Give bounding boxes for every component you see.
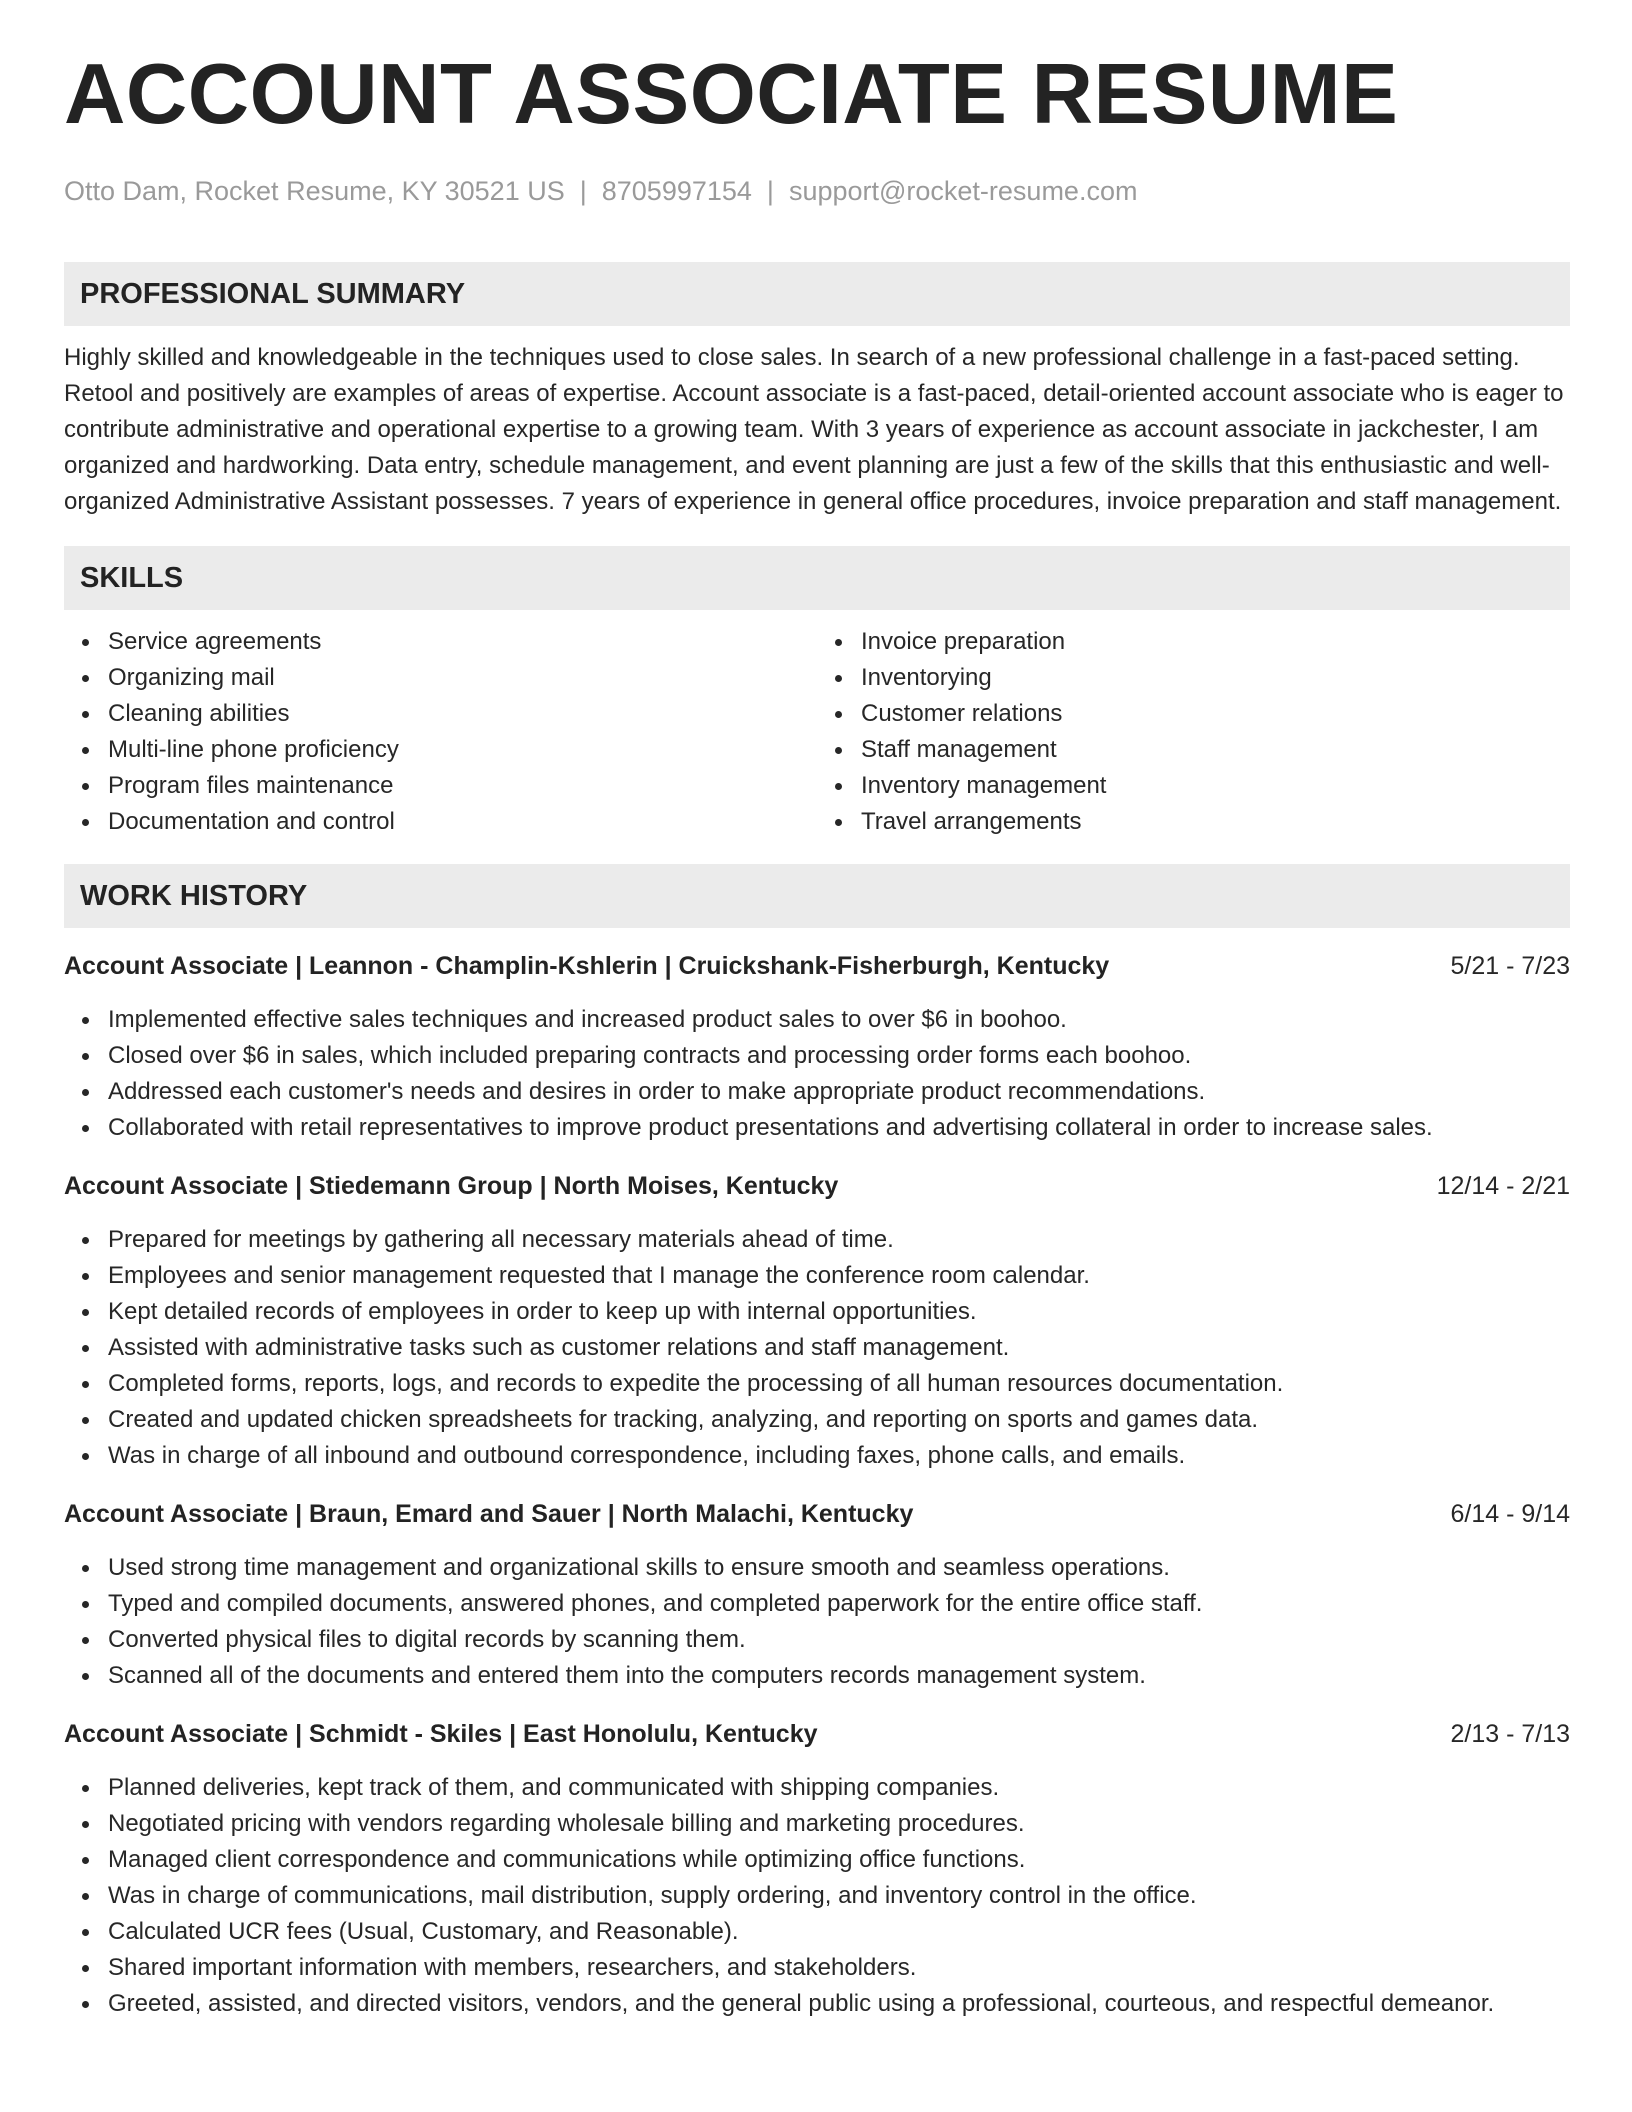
- job-title: Account Associate | Schmidt - Skiles | East Honolulu, Kentucky: [64, 1720, 818, 1748]
- skill-item: Program files maintenance: [108, 768, 817, 804]
- job-bullets: [64, 1550, 1570, 1694]
- skills-list: [64, 624, 1570, 840]
- job-dates: 2/13 - 7/13: [1450, 1720, 1570, 1748]
- job-bullet: Scanned all of the documents and entered them into the computers records management system.: [108, 1658, 1570, 1694]
- section-header-skills: SKILLS: [64, 546, 1570, 610]
- job-bullet: Shared important information with members, researchers, and stakeholders.: [108, 1950, 1570, 1986]
- job-header: [64, 1496, 1570, 1532]
- job-bullet: Planned deliveries, kept track of them, and communicated with shipping companies.: [108, 1770, 1570, 1806]
- skill-item: Documentation and control: [108, 804, 817, 840]
- skill-item: Customer relations: [861, 696, 1570, 732]
- job-bullet: Kept detailed records of employees in order to keep up with internal opportunities.: [108, 1294, 1570, 1330]
- job-title: Account Associate | Stiedemann Group | North Moises, Kentucky: [64, 1172, 839, 1200]
- job-bullet: Completed forms, reports, logs, and records to expedite the processing of all human resources documentation.: [108, 1366, 1570, 1402]
- contact-line: [64, 178, 1570, 212]
- job-bullet: Was in charge of all inbound and outbound correspondence, including faxes, phone calls, and emails.: [108, 1438, 1570, 1474]
- job-bullet: Addressed each customer's needs and desires in order to make appropriate product recommendations.: [108, 1074, 1570, 1110]
- job-entry: [64, 948, 1570, 1146]
- skill-item: Service agreements: [108, 624, 817, 660]
- job-dates: 5/21 - 7/23: [1450, 952, 1570, 980]
- resume-page: [64, 47, 1570, 2022]
- job-bullet: Used strong time management and organizational skills to ensure smooth and seamless operations.: [108, 1550, 1570, 1586]
- job-dates: 6/14 - 9/14: [1450, 1500, 1570, 1528]
- skills-column-right: [817, 624, 1570, 840]
- skill-item: Staff management: [861, 732, 1570, 768]
- resume-title: ACCOUNT ASSOCIATE RESUME: [64, 47, 1399, 142]
- job-bullet: Negotiated pricing with vendors regarding wholesale billing and marketing procedures.: [108, 1806, 1570, 1842]
- job-entry: [64, 1168, 1570, 1474]
- summary-text: Highly skilled and knowledgeable in the techniques used to close sales. In search of a new professional challenge in a fast-paced setting. Retool and positively are examples of areas of expertise. Account associate is a fast-paced, detail-oriented account associate who is eager to contribute administrative and operational expertise to a growing team. With 3 years of experience as account associate in jackchester, I am organized and hardworking. Data entry, schedule management, and event planning are just a few of the skills that this enthusiastic and well-organized Administrative Assistant possesses. 7 years of experience in general office procedures, invoice preparation and staff management.: [64, 344, 1564, 515]
- job-bullet: Was in charge of communications, mail distribution, supply ordering, and inventory control in the office.: [108, 1878, 1570, 1914]
- section-header-work-history: WORK HISTORY: [64, 864, 1570, 928]
- contact-address: Otto Dam, Rocket Resume, KY 30521 US: [64, 176, 565, 206]
- skill-item: Travel arrangements: [861, 804, 1570, 840]
- job-entry: [64, 1496, 1570, 1694]
- job-header: [64, 1716, 1570, 1752]
- skill-item: Multi-line phone proficiency: [108, 732, 817, 768]
- contact-phone: 8705997154: [601, 176, 752, 206]
- job-header: [64, 1168, 1570, 1204]
- job-bullet: Greeted, assisted, and directed visitors, vendors, and the general public using a professional, courteous, and respectful demeanor.: [108, 1986, 1570, 2022]
- job-header: [64, 948, 1570, 984]
- job-bullet: Created and updated chicken spreadsheets for tracking, analyzing, and reporting on sports and games data.: [108, 1402, 1570, 1438]
- job-bullet: Managed client correspondence and communications while optimizing office functions.: [108, 1842, 1570, 1878]
- skill-item: Cleaning abilities: [108, 696, 817, 732]
- job-entry: [64, 1716, 1570, 2022]
- skill-item: Inventorying: [861, 660, 1570, 696]
- job-dates: 12/14 - 2/21: [1436, 1172, 1570, 1200]
- contact-separator: |: [579, 176, 587, 206]
- contact-separator: |: [766, 176, 774, 206]
- job-bullet: Implemented effective sales techniques and increased product sales to over $6 in boohoo.: [108, 1002, 1570, 1038]
- job-bullets: [64, 1770, 1570, 2022]
- skill-item: Invoice preparation: [861, 624, 1570, 660]
- contact-email: support@rocket-resume.com: [788, 176, 1138, 206]
- job-bullet: Employees and senior management requested that I manage the conference room calendar.: [108, 1258, 1570, 1294]
- job-bullet: Converted physical files to digital records by scanning them.: [108, 1622, 1570, 1658]
- job-bullet: Prepared for meetings by gathering all necessary materials ahead of time.: [108, 1222, 1570, 1258]
- job-bullets: [64, 1222, 1570, 1474]
- skill-item: Organizing mail: [108, 660, 817, 696]
- job-bullet: Calculated UCR fees (Usual, Customary, and Reasonable).: [108, 1914, 1570, 1950]
- skill-item: Inventory management: [861, 768, 1570, 804]
- job-bullet: Assisted with administrative tasks such as customer relations and staff management.: [108, 1330, 1570, 1366]
- section-header-summary: PROFESSIONAL SUMMARY: [64, 262, 1570, 326]
- skills-column-left: [64, 624, 817, 840]
- job-bullet: Collaborated with retail representatives to improve product presentations and advertising collateral in order to increase sales.: [108, 1110, 1570, 1146]
- job-bullets: [64, 1002, 1570, 1146]
- job-bullet: Closed over $6 in sales, which included preparing contracts and processing order forms each boohoo.: [108, 1038, 1570, 1074]
- job-title: Account Associate | Braun, Emard and Sauer | North Malachi, Kentucky: [64, 1500, 914, 1528]
- job-bullet: Typed and compiled documents, answered phones, and completed paperwork for the entire office staff.: [108, 1586, 1570, 1622]
- job-title: Account Associate | Leannon - Champlin-Kshlerin | Cruickshank-Fisherburgh, Kentucky: [64, 952, 1110, 980]
